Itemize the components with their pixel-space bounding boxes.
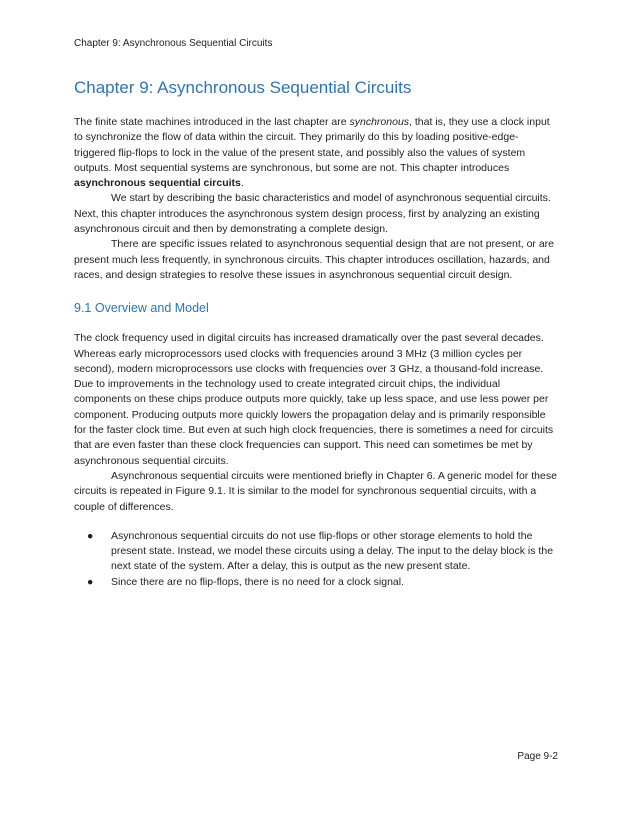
section-paragraph-1: The clock frequency used in digital circuits has increased dramatically over the past several decades. Whereas early microprocessors used clocks with frequencies around 3 MHz (3 million cycles per second), modern microprocessors use clocks with frequencies over 3 GHz, a thousand-fold increase. Due to improvements in the technology used to create integrated circuit chips, the individual components on these chips produce outputs more quickly, take up less space, and use less power per component. Producing outputs more quickly lowers the propagation delay and is primarily responsible for the faster clock time. But even at such high clock frequencies, there is sometimes a need for circuits that are even faster than these clock frequencies can support. This need can sometimes be met by asynchronous sequential circuits.	[74, 332, 554, 467]
bullet-dot-icon: ●	[87, 529, 94, 542]
intro-paragraph-3: There are specific issues related to asynchronous sequential design that are not present, or are present much less frequently, in synchronous circuits. This chapter introduces oscillation, hazards, and races, and design strategies to resolve these issues in asynchronous sequential circuit design.	[74, 238, 555, 281]
section-paragraph-2: Asynchronous sequential circuits were mentioned briefly in Chapter 6. A generic model for these circuits is repeated in Figure 9.1. It is similar to the model for synchronous sequential circuits, with a couple of differences.	[74, 469, 557, 513]
emphasis-synchronous: synchronous	[349, 116, 410, 128]
intro-paragraph-2: We start by describing the basic characteristics and model of asynchronous sequential circuits. Next, this chapter introduces the asynchronous system design process, first by analyzing an existing asynchronous circuit and then by demonstrating a complete design.	[74, 192, 551, 236]
bullet-text-2: Since there are no flip-flops, there is no need for a clock signal.	[111, 575, 404, 588]
chapter-title: Chapter 9: Asynchronous Sequential Circuits	[74, 78, 412, 97]
section-title: 9.1 Overview and Model	[74, 301, 209, 316]
intro-text-b: , that is, they use a clock input to synchronize the flow of data within the circuit. They primarily do this by loading positive-edge-triggered flip-flops to lock in the value of the present state, and possibly also the values of system outputs. Most sequential systems are synchronous, but some are not. This chapter introduces	[74, 116, 550, 174]
bullet-item-1	[87, 529, 558, 575]
bullet-item-2	[87, 575, 558, 590]
intro-paragraph-1	[74, 115, 558, 191]
intro-text-a: The finite state machines introduced in the last chapter are	[74, 116, 350, 128]
running-header: Chapter 9: Asynchronous Sequential Circuits	[74, 38, 273, 49]
bullet-list	[74, 529, 558, 590]
intro-text-c: .	[240, 177, 244, 190]
bullet-dot-icon: ●	[87, 575, 94, 588]
bold-term: asynchronous sequential circuits	[74, 177, 241, 190]
page-number: Page 9-2	[517, 751, 558, 762]
bullet-text-1: Asynchronous sequential circuits do not use flip-flops or other storage elements to hold the present state. Instead, we model these circuits using a delay. The input to the delay block is the next state of the system. After a delay, this is output as the new present state.	[111, 529, 554, 573]
